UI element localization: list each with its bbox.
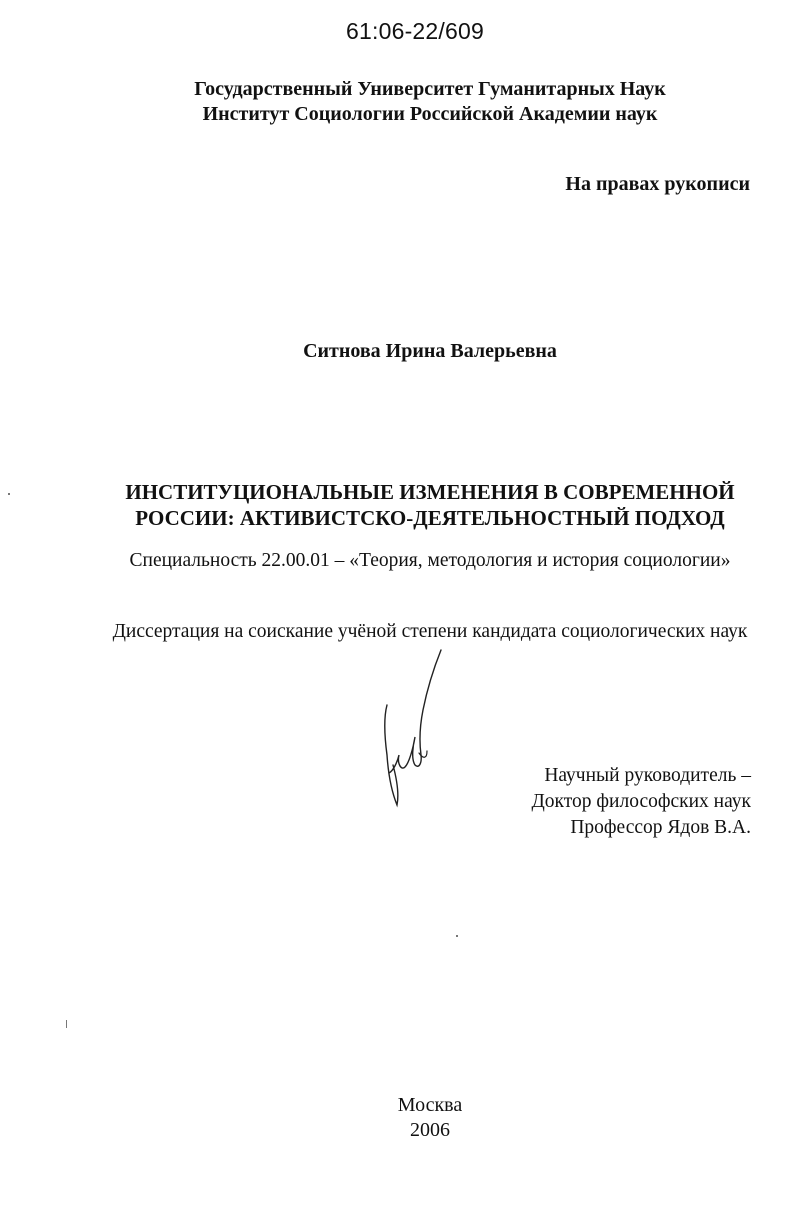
supervisor-block [532, 763, 752, 841]
supervisor-role: Научный руководитель – [544, 765, 751, 786]
city-year-block [0, 1093, 793, 1143]
author-name: Ситнова Ирина Валерьевна [303, 340, 557, 362]
institution-line-2: Институт Социологии Российской Академии наук [202, 103, 658, 125]
dissertation-line: Диссертация на соискание учёной степени кандидата социологических наук [112, 621, 748, 642]
signature-icon [375, 645, 455, 815]
scan-speck [66, 1020, 67, 1028]
title-line-2: РОССИИ: АКТИВИСТСКО-ДЕЯТЕЛЬНОСТНЫЙ ПОДХОД [135, 506, 725, 530]
institution-line-1: Государственный Университет Гуманитарных Наук [194, 78, 666, 100]
catalog-code: 61:06-22/609 [346, 18, 484, 44]
city: Москва [397, 1094, 463, 1116]
year: 2006 [410, 1119, 450, 1141]
supervisor-degree: Доктор философских наук [531, 791, 751, 812]
rights-note: На правах рукописи [565, 173, 750, 195]
title-line-1: ИНСТИТУЦИОНАЛЬНЫЕ ИЗМЕНЕНИЯ В СОВРЕМЕННОЙ [125, 480, 735, 504]
supervisor-name: Профессор Ядов В.А. [570, 817, 751, 838]
scan-speck [456, 935, 458, 937]
scan-speck [8, 493, 10, 495]
specialty-line: Специальность 22.00.01 – «Теория, методология и история социологии» [129, 550, 731, 571]
